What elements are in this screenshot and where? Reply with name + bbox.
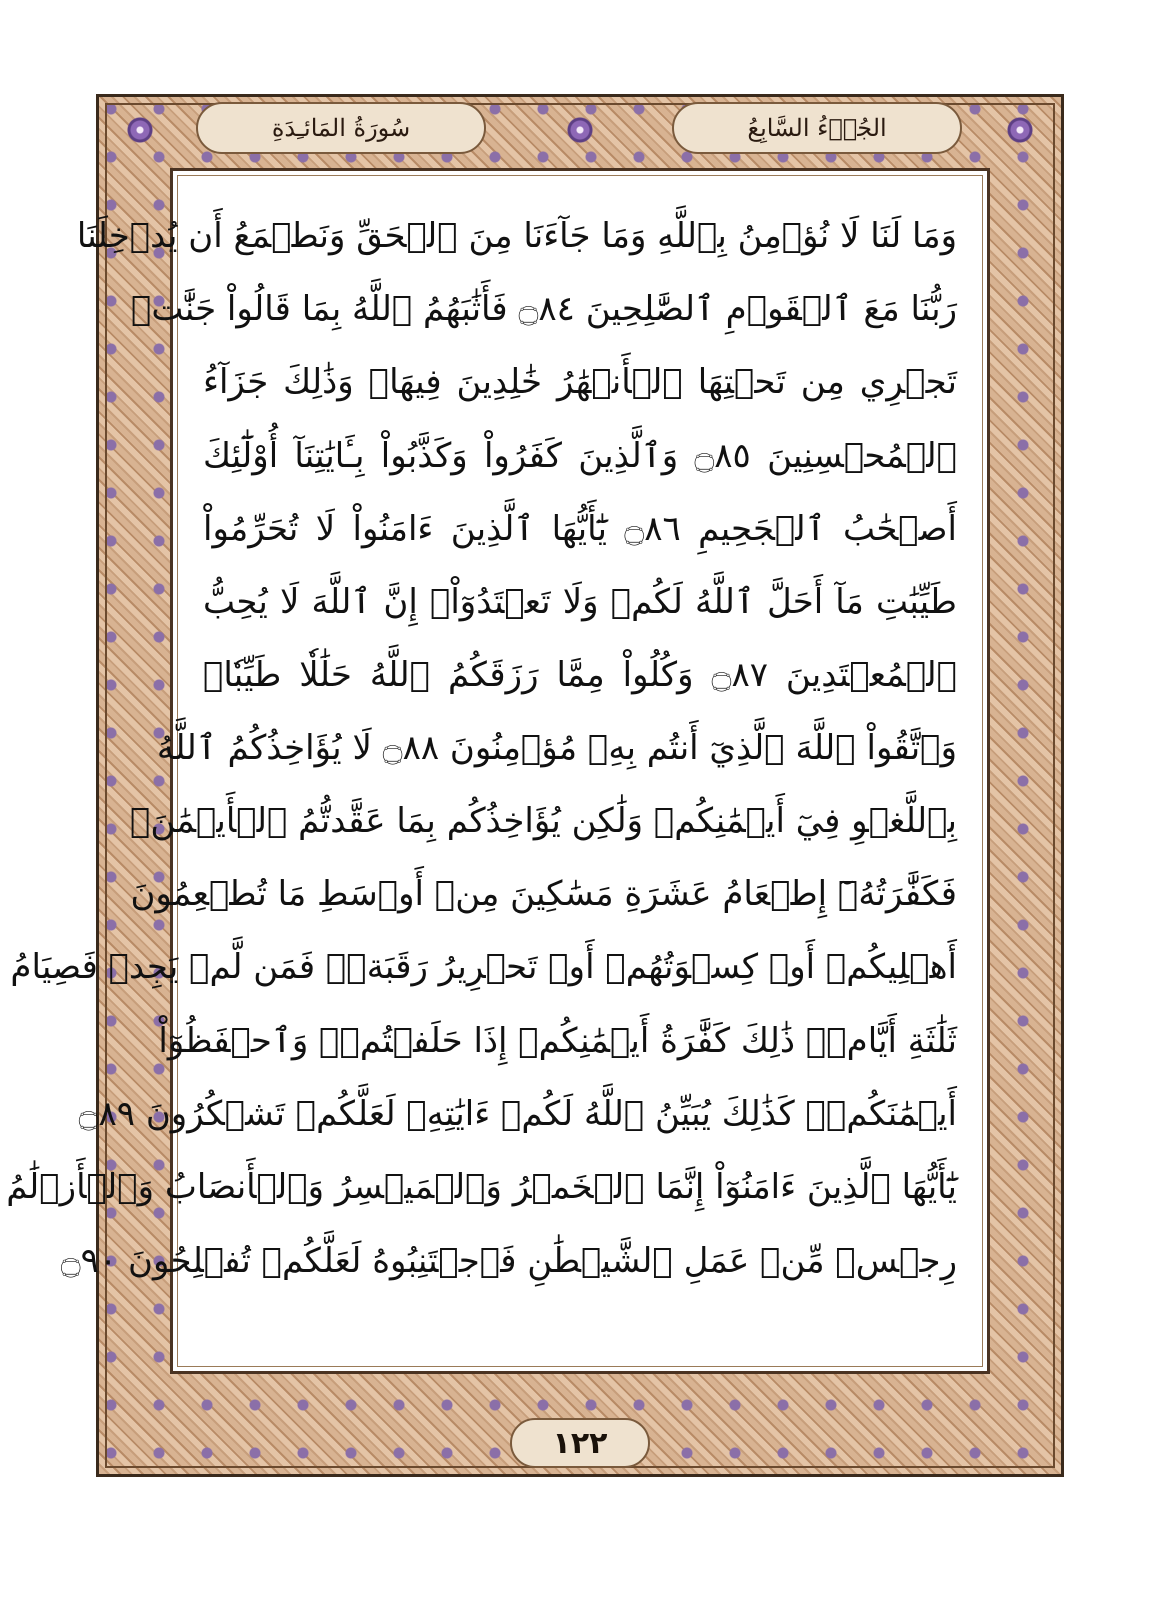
text-line: أَصۡحَٰبُ ٱلۡجَحِيمِ ۝٨٦ يَٰٓأَيُّهَا ٱلَّذِينَ ءَامَنُواْ لَا تُحَرِّمُواْ (203, 508, 957, 549)
text-line: ٱلۡمُعۡتَدِينَ ۝٨٧ وَكُلُواْ مِمَّا رَزَقَكُمُ ٱللَّهُ حَلَٰلٗا طَيِّبٗاۚ (203, 655, 958, 696)
quran-text-panel (6, 168, 990, 1374)
text-line: أَيۡمَٰنَكُمۡۚ كَذَٰلِكَ يُبَيِّنُ ٱللَّهُ لَكُمۡ ءَايَٰتِهِۦ لَعَلَّكُمۡ تَشۡكُرُونَ ۝٨٩ (78, 1094, 957, 1135)
surah-name-label: سُورَةُ المَائـِدَةِ (196, 102, 486, 154)
text-line: ٱلۡمُحۡسِنِينَ ۝٨٥ وَٱلَّذِينَ كَفَرُواْ وَكَذَّبُواْ بِـَٔايَٰتِنَآ أُوْلَٰٓئِكَ (203, 435, 957, 476)
text-line: تَجۡرِي مِن تَحۡتِهَا ٱلۡأَنۡهَٰرُ خَٰلِدِينَ فِيهَاۚ وَذَٰلِكَ جَزَآءُ (203, 361, 957, 402)
text-line: رَبُّنَا مَعَ ٱلۡقَوۡمِ ٱلصَّٰلِحِينَ ۝٨٤ فَأَثَٰبَهُمُ ٱللَّهُ بِمَا قَالُواْ جَنَّٰتٖ (131, 289, 957, 330)
page-footer (96, 1378, 1064, 1477)
text-line: رِجۡسٞ مِّنۡ عَمَلِ ٱلشَّيۡطَٰنِ فَٱجۡتَنِبُوهُ لَعَلَّكُمۡ تُفۡلِحُونَ ۝٩٠ (60, 1240, 957, 1281)
text-line: فَكَفَّٰرَتُهُۥٓ إِطۡعَامُ عَشَرَةِ مَسَٰكِينَ مِنۡ أَوۡسَطِ مَا تُطۡعِمُونَ (130, 874, 957, 915)
text-line: وَمَا لَنَا لَا نُؤۡمِنُ بِٱللَّهِ وَمَا جَآءَنَا مِنَ ٱلۡحَقِّ وَنَطۡمَعُ أَن يُدۡخِلَنَا (76, 215, 957, 256)
text-line: يَٰٓأَيُّهَا ٱلَّذِينَ ءَامَنُوٓاْ إِنَّمَا ٱلۡخَمۡرُ وَٱلۡمَيۡسِرُ وَٱلۡأَنصَابُ وَٱلۡأَزۡلَٰمُ (6, 1167, 957, 1208)
text-line: طَيِّبَٰتِ مَآ أَحَلَّ ٱللَّهُ لَكُمۡ وَلَا تَعۡتَدُوٓاْۚ إِنَّ ٱللَّهَ لَا يُحِبُّ (203, 582, 957, 623)
page-number: ١٢٢ (510, 1418, 650, 1468)
verse-lines (6, 199, 958, 1297)
text-line: ثَلَٰثَةِ أَيَّامٖۚ ذَٰلِكَ كَفَّٰرَةُ أَيۡمَٰنِكُمۡ إِذَا حَلَفۡتُمۡۚ وَٱحۡفَظُوٓاْ (158, 1021, 957, 1062)
page-header (96, 94, 1064, 162)
text-line: بِٱللَّغۡوِ فِيٓ أَيۡمَٰنِكُمۡ وَلَٰكِن يُؤَاخِذُكُم بِمَا عَقَّدتُّمُ ٱلۡأَيۡمَٰنَۖ (130, 801, 957, 842)
flower-ornament-icon (566, 116, 594, 144)
text-line: أَهۡلِيكُمۡ أَوۡ كِسۡوَتُهُمۡ أَوۡ تَحۡرِيرُ رَقَبَةٖۖ فَمَن لَّمۡ يَجِدۡ فَصِيَامُ (10, 947, 957, 988)
juz-name-label: الجُزۡءُ السَّابِعُ (672, 102, 962, 154)
flower-ornament-icon (1006, 116, 1034, 144)
text-line: وَٱتَّقُواْ ٱللَّهَ ٱلَّذِيٓ أَنتُم بِهِۦ مُؤۡمِنُونَ ۝٨٨ لَا يُؤَاخِذُكُمُ ٱللَّهُ (156, 728, 957, 769)
flower-ornament-icon (126, 116, 154, 144)
